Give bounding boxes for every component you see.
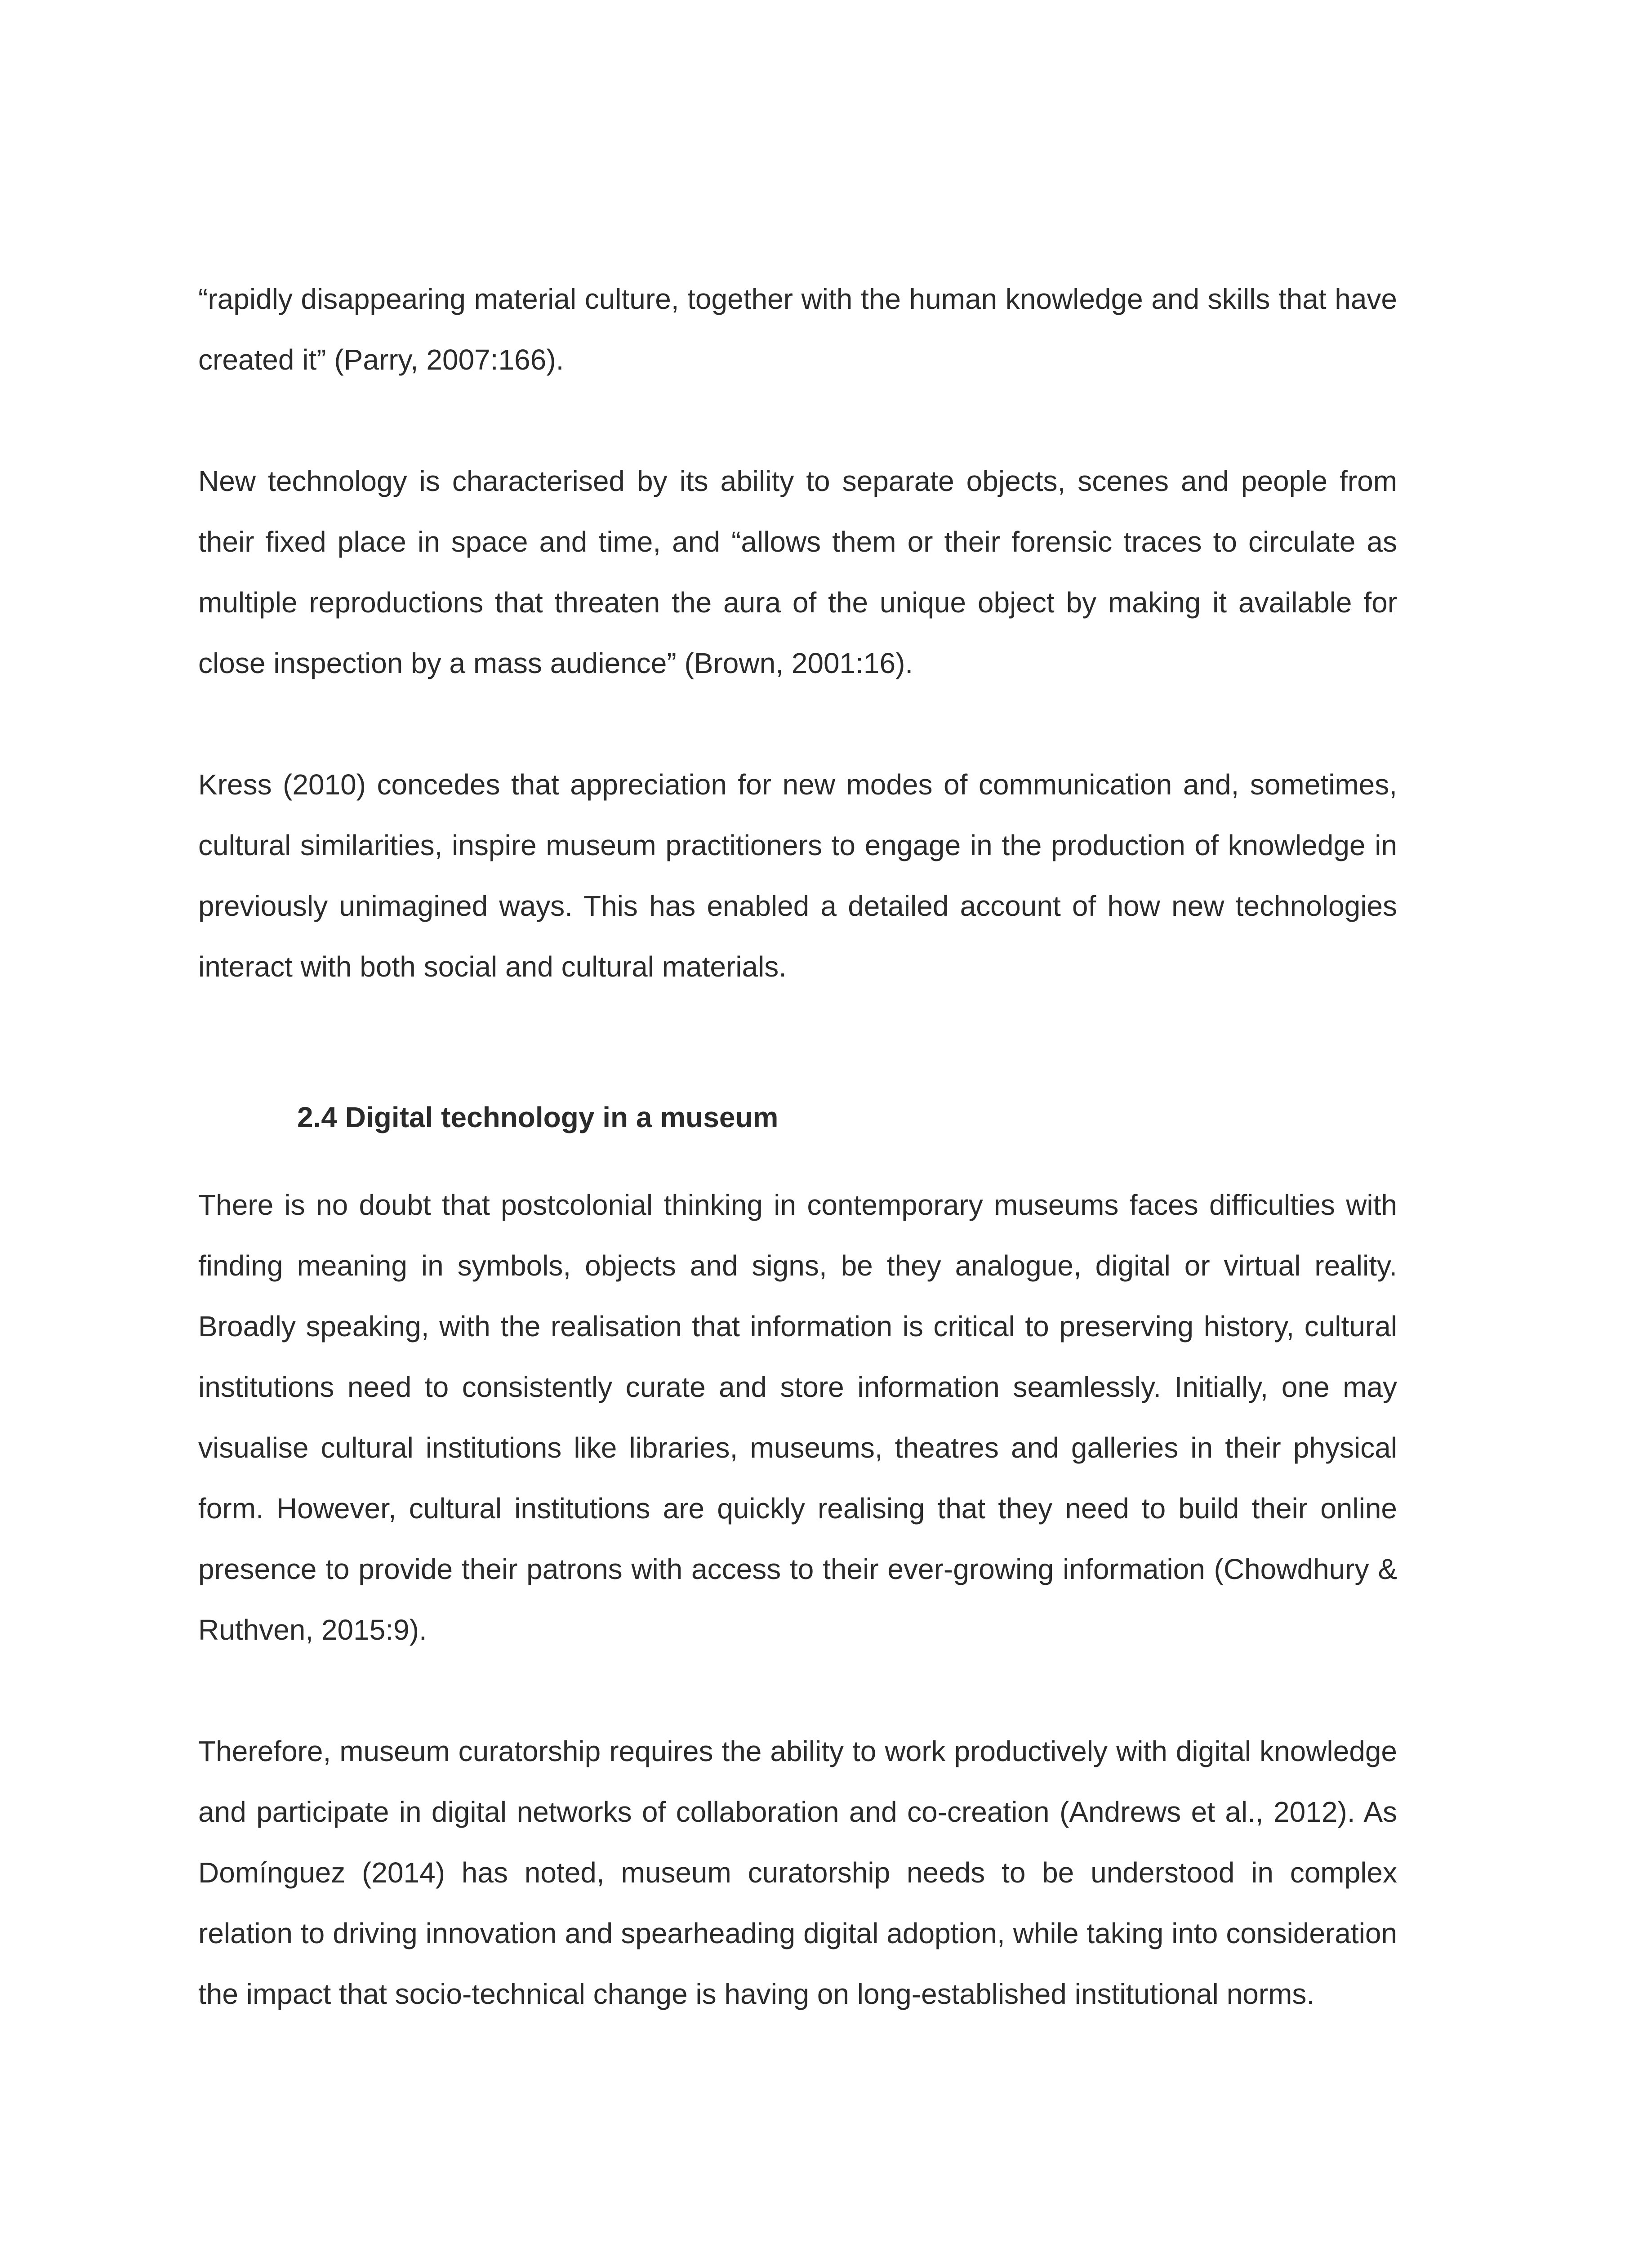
paragraph-kress: Kress (2010) concedes that appreciation for new modes of communication and, sometimes, cultural similarities, inspire museum practitioners to engage in the production of knowledge in previously unimagined ways. This has enabled a detailed account of how new technologies interact with both social and cultural materials. xyxy=(198,768,1397,983)
page-body xyxy=(198,269,1397,2025)
paragraph-parry-quote: “rapidly disappearing material culture, together with the human knowledge and skills that have created it” (Parry, 2007:166). xyxy=(198,283,1397,376)
paragraph-new-technology: New technology is characterised by its ability to separate objects, scenes and people from their fixed place in space and time, and “allows them or their forensic traces to circulate as multiple reproductions that threaten the aura of the unique object by making it available for close inspection by a mass audience” (Brown, 2001:16). xyxy=(198,465,1397,679)
paragraph-postcolonial: There is no doubt that postcolonial thinking in contemporary museums faces difficulties with finding meaning in symbols, objects and signs, be they analogue, digital or virtual reality. Broadly speaking, with the realisation that information is critical to preserving history, cultural institutions need to consistently curate and store information seamlessly. Initially, one may visualise cultural institutions like libraries, museums, theatres and galleries in their physical form. However, cultural institutions are quickly realising that they need to build their online presence to provide their patrons with access to their ever-growing information (Chowdhury & Ruthven, 2015:9). xyxy=(198,1189,1397,1646)
paragraph-curatorship: Therefore, museum curatorship requires the ability to work productively with digital knowledge and participate in digital networks of collaboration and co-creation (Andrews et al., 2012). As Domínguez (2014) has noted, museum curatorship needs to be understood in complex relation to driving innovation and spearheading digital adoption, while taking into consideration the impact that socio-technical change is having on long-established institutional norms. xyxy=(198,1735,1397,2010)
section-heading: 2.4 Digital technology in a museum xyxy=(297,1101,779,1133)
